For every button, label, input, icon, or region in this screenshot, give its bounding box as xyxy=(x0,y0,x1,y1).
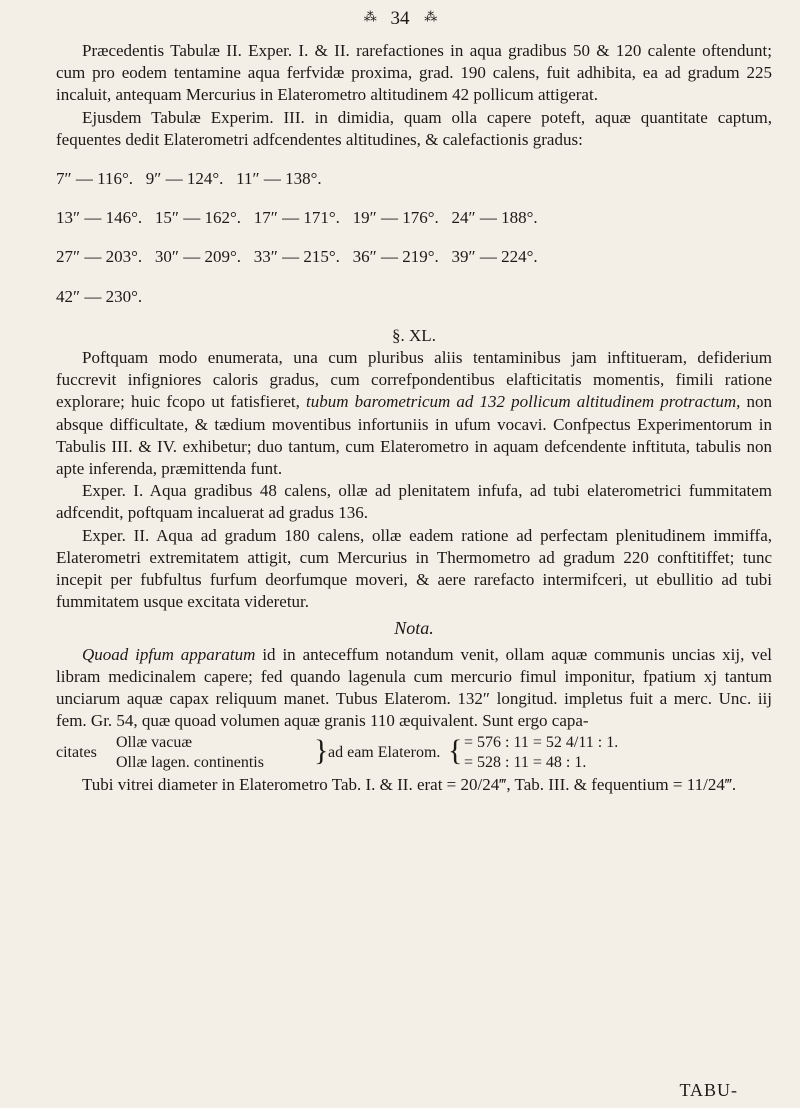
values-line-3: 27″ — 203°. 30″ — 209°. 33″ — 215°. 36″ — 219°. 39″ — 224°. xyxy=(56,247,538,267)
paragraph-7: Tubi vitrei diameter in Elaterometro Tab. I. & II. erat = 20/24‴, Tab. III. & fequentium = 11/24‴. xyxy=(82,775,737,795)
values-line-2: 13″ — 146°. 15″ — 162°. 17″ — 171°. 19″ — 176°. 24″ — 188°. xyxy=(56,208,538,228)
eq-middle: ad eam Elaterom. xyxy=(328,744,441,762)
eq-result-2: = 528 : 11 = 48 : 1. xyxy=(464,754,587,772)
ornament-left-icon: ⁂ xyxy=(363,9,376,24)
catchword: TABU- xyxy=(679,1080,738,1100)
eq-result-1: = 576 : 11 = 52 4/11 : 1. xyxy=(464,734,619,752)
paragraph-3-italic: tubum barometricum ad 132 pollicum altitudinem protractum, xyxy=(306,392,741,412)
eq-line-1: Ollæ vacuæ xyxy=(116,734,192,752)
nota-heading: Nota. xyxy=(394,618,434,639)
paragraph-6-body: id in anteceffum notandum venit, ollam aquæ communis uncias xij, vel libram medicinalem capere; fed quando lagenula cum mercurio fimul imponitur, fpatium xj tantum unciarum aquæ capax reliquum manet. Tubus Elaterom. 132″ longitud. impletus fuit a merc. Unc. iij fem. Gr. 54, quæ quoad volumen aquæ granis 110 æquivalent. Sunt ergo capa- xyxy=(56,644,772,731)
paragraph-1: Præcedentis Tabulæ II. Exper. I. & II. rarefactiones in aqua gradibus 50 & 120 calente oftendunt; cum pro eodem tentamine aqua ferfvidæ proxima, grad. 190 calens, fuit adhibita, ea ad gradum 225 incaluit, antequam Mercurius in Elaterometro altitudinem 42 pollicum attigerat. xyxy=(56,41,772,105)
capacity-equation xyxy=(56,732,772,774)
ornament-right-icon: ⁂ xyxy=(424,9,437,24)
body-text xyxy=(56,40,772,797)
page-number: 34 xyxy=(390,8,410,29)
paragraph-5: Exper. II. Aqua ad gradum 180 calens, ollæ eadem ratione ad perfectam plenitudinem immiffa, Elaterometri extremitatem attigit, cum Mercurius in Thermometro ad gradum 220 conftitiffet; tunc incepit per fubfultus furfum deorfumque moveri, & aere rarefacto intermifceri, ut ebullitio ad tubi fummitatem usque excitata videretur. xyxy=(56,525,772,612)
paragraph-4: Exper. I. Aqua gradibus 48 calens, ollæ ad plenitatem infufa, ad tubi elaterometrici fummitatem adfcendit, poftquam incaluerat ad gradus 136. xyxy=(56,481,772,523)
paragraph-2: Ejusdem Tabulæ Experim. III. in dimidia, quam olla capere poteft, aquæ quantitate captum, fequentes dedit Elaterometri adfcendentes altitudines, & calefactionis gradus: xyxy=(56,107,772,149)
paragraph-6 xyxy=(56,644,772,733)
paragraph-6-italic: Quoad ipfum apparatum xyxy=(82,644,256,664)
page-header xyxy=(0,8,800,30)
paragraph-3-start: Poftquam modo enumerata, una cum pluribus aliis tentaminibus jam inftitueram, defiderium fuccrevit infigniores caloris gradus, cum correfpondentibus elafticitatis momentis, fimili ratione explorare; huic fcopo ut fatisfieret, xyxy=(56,348,772,412)
eq-brace-left: } xyxy=(314,734,329,768)
eq-label: citates xyxy=(56,744,97,762)
paragraph-3-end: non absque difficultate, & tædium moventibus infortuniis in ufum vocavi. Confpectus Experimentorum in Tabulis III. & IV. exhibetur; duo tantum, cum Elaterometro in aquam defcendente inftituta, tabulis non apte inferenda, præmittenda funt. xyxy=(56,392,772,479)
values-line-1: 7″ — 116°. 9″ — 124°. 11″ — 138°. xyxy=(56,169,322,189)
paragraph-3 xyxy=(56,347,772,480)
values-line-4: 42″ — 230°. xyxy=(56,286,143,306)
eq-brace-right: { xyxy=(448,734,463,768)
eq-line-2: Ollæ lagen. continentis xyxy=(116,754,264,772)
section-heading: §. XL. xyxy=(392,325,436,345)
